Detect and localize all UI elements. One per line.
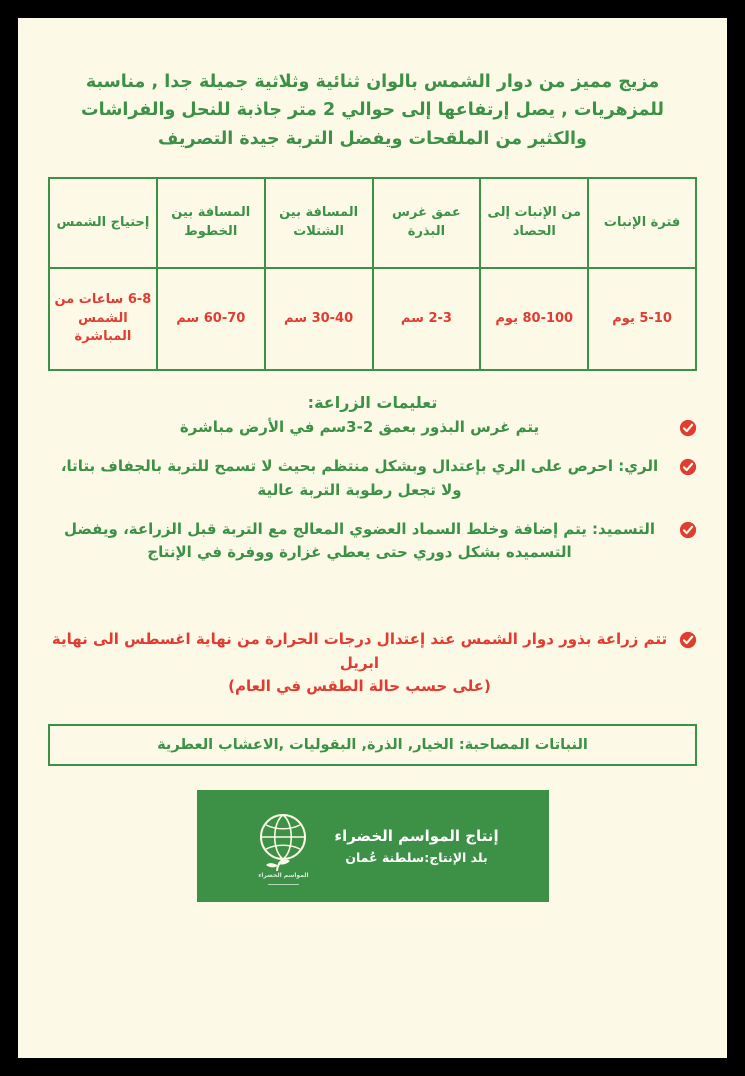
value-seed-depth: 2-3 سم [373,268,481,370]
value-germination-period: 5-10 يوم [588,268,696,370]
footer-text-block [320,824,498,868]
spec-table-head [49,178,696,268]
instruction-item-sowing [48,416,697,439]
header-seed-depth: عمق غرس البذرة [373,178,481,268]
value-spacing-between-rows: 60-70 سم [157,268,265,370]
check-circle-icon [679,521,697,539]
companion-plants-box: النباتات المصاحبة: الخيار, الذرة, البقوليات ,الاعشاب العطرية [48,724,697,766]
check-circle-icon [679,458,697,476]
header-germination-to-harvest: من الإنبات إلى الحصاد [480,178,588,268]
check-circle-icon [679,631,697,649]
planting-season-note [48,628,697,698]
poster-page [18,18,727,1058]
planting-season-line2: (على حسب حالة الطقس في العام) [228,676,491,695]
header-spacing-between-rows: المسافة بين الخطوط [157,178,265,268]
logo-caption [246,872,320,887]
header-germination-period: فترة الإنبات [588,178,696,268]
value-germination-to-harvest: 80-100 يوم [480,268,588,370]
footer-logo-bar [197,790,549,902]
spec-table-container [48,177,697,371]
check-circle-icon [679,419,697,437]
value-sun-requirement: 6-8 ساعات من الشمس المباشرة [49,268,157,370]
logo-caption-line1: المواسم الخضراء [258,872,309,880]
header-spacing-between-plants: المسافة بين الشتلات [265,178,373,268]
instruction-item-irrigation [48,455,697,502]
instruction-text-sowing: يتم غرس البذور بعمق 2-3سم في الأرض مباشرة [179,418,540,437]
planting-season-line1: تتم زراعة بذور دوار الشمس عند إعتدال درجات الحرارة من نهاية اغسطس الى نهاية ابريل [51,630,668,672]
value-spacing-between-plants: 30-40 سم [265,268,373,370]
brand-logo-icon [246,805,320,887]
spec-table-body [49,268,696,370]
instructions-title: تعليمات الزراعة: [307,393,438,413]
header-sun-requirement: إحتياج الشمس [49,178,157,268]
logo-caption-line2: ـــــــــــــــ [268,879,299,887]
footer-brand: إنتاج المواسم الخضراء [334,827,499,846]
intro-paragraph: مزيج مميز من دوار الشمس بالوان ثنائية وثلاثية جميلة جدا , مناسبة للمزهريات , يصل إرتفاعها إلى حوالي 2 متر جاذبة للنحل والفراشات والكثير من الملقحات ويفضل التربة جيدة التصريف [81,72,664,149]
planting-season-text [48,628,671,698]
instruction-item-fertilizing [48,518,697,565]
instruction-text-fertilizing: التسميد: يتم إضافة وخلط السماد العضوي المعالج مع التربة قبل الزراعة، ويفضل التسميده بشكل دوري حتى يعطي غزارة ووفرة في الإنتاج [63,519,656,562]
table-header-row [49,178,696,268]
footer-origin: بلد الإنتاج:سلطنة عُمان [345,850,488,866]
instruction-text-irrigation: الري: احرص على الري بإعتدال وبشكل منتظم بحيث لا تسمح للتربة بالجفاف بتاتا، ولا تجعل رطوبة التربة عالية [60,457,659,499]
table-row [49,268,696,370]
instructions-section [48,393,697,698]
section-spacer [48,580,697,628]
spec-table [48,177,697,371]
